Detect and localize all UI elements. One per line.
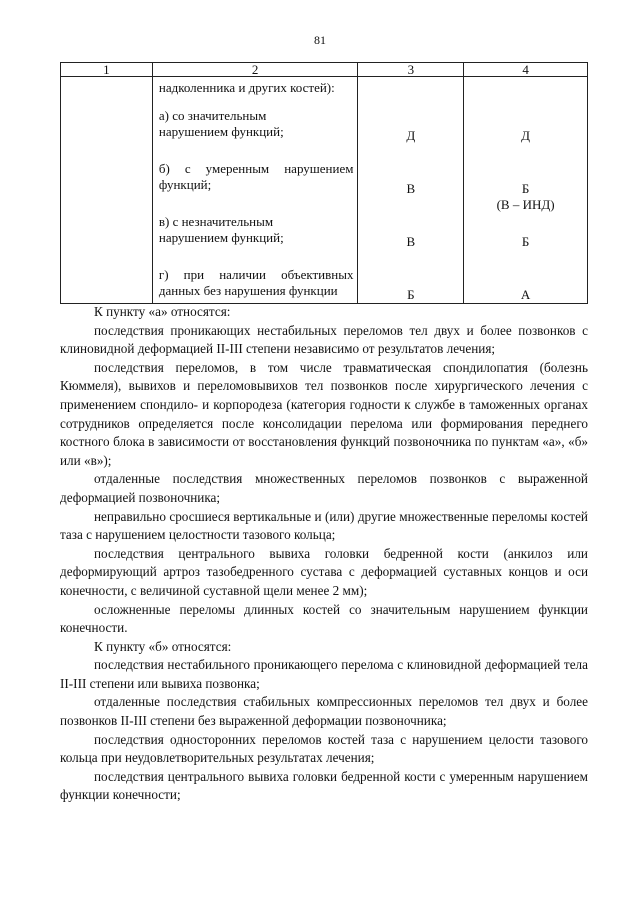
header-col-2: 2	[152, 63, 358, 77]
paragraph: последствия центрального вывиха головки бедренной кости (анкилоз или деформирующий артроз тазобедренного сустава с деформацией суставных концов и оси конечности, с величиной суставной щели менее 2 мм);	[60, 545, 588, 598]
page-number: 81	[314, 33, 326, 47]
paragraph: последствия односторонних переломов костей таза с нарушением целости тазового кольца при неудовлетворительных результатах лечения;	[60, 731, 588, 766]
description-line: данных без нарушения функции	[158, 283, 338, 298]
description-line: в) с незначительным	[158, 214, 274, 229]
description-line: а) со значительным	[158, 108, 267, 123]
paragraph: последствия переломов, в том числе травматическая спондилопатия (болезнь Кюммеля), вывихов и переломовывихов тел позвонков после хирургического лечения с применением спондило- и корпородеза (категория годности к службе в таможенных органах сотрудников определяется после консолидации перелома или формирования переднего костного блока в зависимости от восстановления функций позвоночника по пунктам «а», «б» или «в»);	[60, 359, 588, 468]
section-heading: К пункту «б» относятся:	[94, 638, 232, 654]
description-item	[159, 214, 354, 246]
table-body-row	[61, 77, 588, 304]
paragraph: последствия проникающих нестабильных переломов тел двух и более позвонков с клиновидной деформацией II-III степени независимо от результатов лечения;	[60, 322, 588, 357]
paragraph: отдаленные последствия стабильных компрессионных переломов тел двух и более позвонков II-III степени без выраженной деформации позвоночника;	[60, 694, 588, 729]
paragraph: последствия центрального вывиха головки бедренной кости с умеренным нарушением функции конечности;	[60, 768, 588, 803]
description-line: нарушением функций;	[158, 124, 284, 139]
paragraph: неправильно сросшиеся вертикальные и (или) другие множественные переломы костей таза с нарушением целостности тазового кольца;	[60, 508, 588, 543]
category-value: Д	[521, 128, 531, 143]
description-line: нарушением функций;	[158, 230, 284, 245]
paragraph: последствия нестабильного проникающего перелома с клиновидной деформацией тела II-III степени или вывиха позвонка;	[60, 657, 588, 691]
category-value: Б	[521, 234, 530, 249]
body-text	[60, 303, 588, 805]
col-3-cell	[358, 77, 464, 304]
category-value: Д	[406, 128, 416, 143]
description-item	[159, 80, 354, 96]
section-heading: К пункту «а» относятся:	[94, 304, 231, 319]
col-4-cell	[464, 77, 588, 304]
description-item	[159, 267, 354, 299]
category-value: А	[520, 287, 531, 302]
category-value: Б	[407, 287, 415, 302]
category-value: В	[406, 234, 416, 249]
col-1-cell	[61, 77, 153, 304]
description-item	[159, 161, 354, 193]
category-value: Б	[521, 181, 530, 196]
description-line: функций;	[158, 177, 212, 192]
header-col-3: 3	[358, 63, 464, 77]
table-header-row	[61, 63, 588, 77]
header-col-4: 4	[464, 63, 588, 77]
description-line: б) с умеренным нарушением	[158, 161, 354, 176]
description-item	[159, 108, 354, 140]
category-value: (В – ИНД)	[496, 197, 555, 212]
category-value: В	[406, 181, 416, 196]
col-2-cell	[152, 77, 358, 304]
header-col-1: 1	[61, 63, 153, 77]
paragraph: отдаленные последствия множественных переломов позвонков с выраженной деформацией позвоночника;	[60, 471, 588, 505]
category-table	[60, 62, 588, 304]
paragraph: осложненные переломы длинных костей со значительным нарушением функции конечности.	[60, 601, 588, 636]
description-line: г) при наличии объективных	[158, 267, 354, 282]
description-line: надколенника и других костей):	[158, 80, 335, 95]
